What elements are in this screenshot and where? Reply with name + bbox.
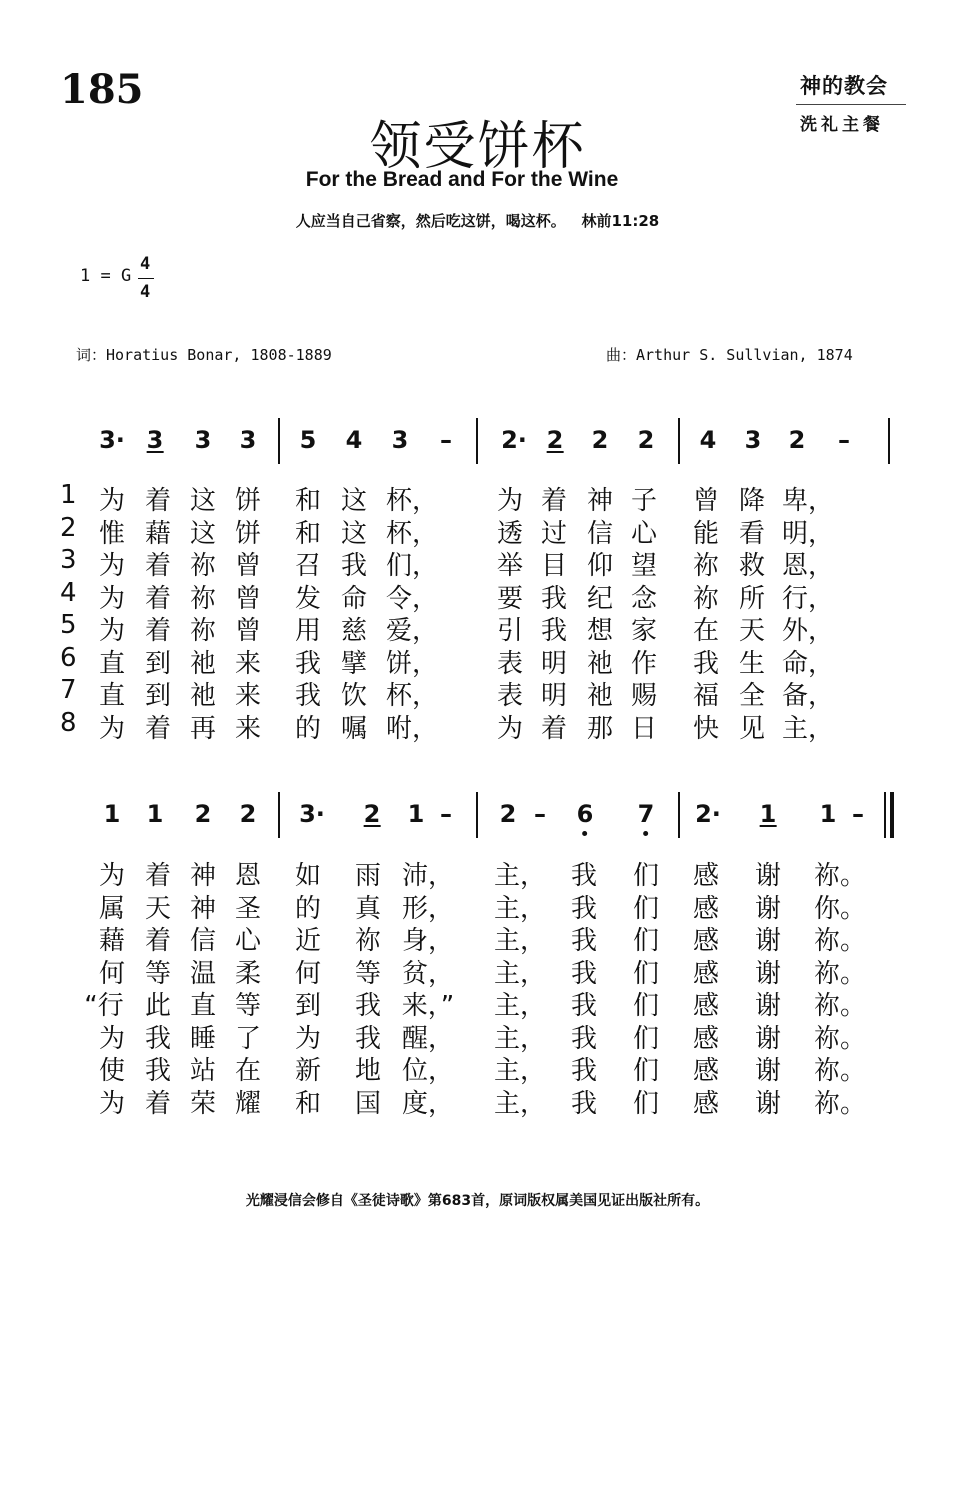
lyric-char: 行，: [781, 583, 835, 614]
lyric-char: 这: [340, 486, 368, 516]
lyric-char: 来: [234, 648, 262, 679]
lyric-char: 祂: [189, 681, 217, 711]
lyric-char: 我: [570, 893, 598, 924]
verse-number: 7: [60, 675, 77, 705]
lyric-char: 主，: [493, 958, 547, 989]
lyric-char: 着: [144, 926, 172, 956]
lyric-char: 纪: [586, 583, 614, 614]
lyric-char: 醒，: [401, 1023, 455, 1054]
low-octave-dot: [582, 831, 587, 836]
lyric-char: 着: [144, 583, 172, 614]
lyric-char: 我: [294, 681, 322, 711]
lyric-char: 耀: [234, 1088, 262, 1119]
barline: [476, 418, 478, 464]
lyric-char: 神: [189, 861, 217, 891]
lyric-char: 杯，: [385, 486, 439, 516]
note: 3·: [99, 426, 125, 454]
verse-number: 4: [60, 577, 77, 608]
lyric-char: 着: [540, 713, 568, 744]
lyric-char: 温: [189, 958, 217, 989]
lyric-char: 度，: [401, 1088, 455, 1119]
lyric-char: 感: [692, 893, 720, 924]
lyric-char: 来，”: [401, 991, 455, 1021]
lyric-char: 着: [144, 486, 172, 516]
lyric-char: 们: [632, 893, 660, 924]
time-signature-line: [138, 278, 154, 279]
lyric-char: 着: [144, 616, 172, 646]
lyric-char: 谢: [754, 926, 782, 956]
category-label: 神的教会: [800, 74, 888, 98]
underline-mark: [760, 825, 777, 827]
lyric-char: 家: [630, 616, 658, 646]
note: 2: [591, 426, 609, 454]
lyric-char: 曾: [234, 616, 262, 646]
underline-mark: [147, 451, 164, 453]
lyric-char: 这: [189, 486, 217, 516]
lyric-char: 们: [632, 958, 660, 989]
lyric-char: 为: [98, 713, 126, 744]
lyric-char: 降: [738, 486, 766, 516]
lyric-char: 念: [630, 583, 658, 614]
lyric-char: 们: [632, 1088, 660, 1119]
lyric-char: 主，: [781, 713, 835, 744]
lyric-char: 主，: [493, 926, 547, 956]
barline: [278, 792, 280, 838]
lyric-char: 我: [570, 861, 598, 891]
lyric-char: 感: [692, 1056, 720, 1086]
lyric-char: 赐: [630, 681, 658, 711]
lyric-char: 们: [632, 1023, 660, 1054]
note: 5: [299, 426, 317, 454]
note: 3: [194, 426, 212, 454]
key-signature: 1 = G: [80, 266, 132, 286]
lyric-char: 饮: [340, 681, 368, 711]
lyric-char: 使: [98, 1056, 126, 1086]
lyric-char: 们: [632, 926, 660, 956]
lyric-char: 我: [570, 1056, 598, 1086]
note: –: [440, 800, 452, 828]
lyric-char: 祂: [586, 648, 614, 679]
lyric-char: 你。: [813, 893, 867, 924]
lyric-char: 属: [98, 893, 126, 924]
lyric-char: 明: [540, 648, 568, 679]
lyric-char: 慈: [340, 616, 368, 646]
lyric-char: 祢。: [813, 861, 867, 891]
lyric-char: 形，: [401, 893, 455, 924]
hymn-number: 185: [60, 66, 144, 113]
lyric-char: 感: [692, 926, 720, 956]
lyric-char: 曾: [234, 583, 262, 614]
note: 6: [577, 800, 594, 828]
note: 7: [638, 800, 655, 828]
lyric-char: 透: [496, 518, 524, 549]
lyric-char: 我: [692, 648, 720, 679]
lyric-char: 和: [294, 486, 322, 516]
lyric-char: 外，: [781, 616, 835, 646]
note: 2: [637, 426, 655, 454]
lyric-char: 令，: [385, 583, 439, 614]
verse-number: 8: [60, 707, 77, 738]
note: 2: [788, 426, 806, 454]
lyric-char: 信: [586, 518, 614, 549]
lyric-char: 们: [632, 861, 660, 891]
lyric-char: 见: [738, 713, 766, 744]
note: 2: [363, 800, 381, 828]
lyric-char: 杯，: [385, 681, 439, 711]
scripture-verse: 人应当自己省察，然后吃这饼，喝这杯。 林前11:28: [295, 212, 660, 230]
lyric-char: 着: [144, 861, 172, 891]
lyric-char: 站: [189, 1056, 217, 1086]
lyric-char: 等: [234, 991, 262, 1021]
lyric-char: 所: [738, 583, 766, 614]
verse-number: 6: [60, 642, 77, 673]
note: 1: [146, 800, 164, 828]
lyric-char: 表: [496, 648, 524, 679]
note: 1: [819, 800, 837, 828]
lyric-char: 祢。: [813, 1023, 867, 1054]
lyric-char: 为: [294, 1023, 322, 1054]
lyric-char: 谢: [754, 958, 782, 989]
lyric-char: 为: [98, 583, 126, 614]
note: 1: [103, 800, 121, 828]
barline: [476, 792, 478, 838]
lyric-char: 柔: [234, 958, 262, 989]
lyric-char: 我: [570, 1023, 598, 1054]
lyric-char: 救: [738, 551, 766, 581]
note: 4: [699, 426, 717, 454]
verse-number: 2: [60, 512, 77, 543]
lyric-char: 那: [586, 713, 614, 744]
lyric-char: 恩: [234, 861, 262, 891]
note: –: [838, 426, 850, 454]
lyric-char: 再: [189, 713, 217, 744]
lyric-char: 祢: [189, 551, 217, 581]
hymn-title-chinese: 领受饼杯: [369, 117, 586, 177]
note: 4: [345, 426, 363, 454]
lyric-char: 日: [630, 713, 658, 744]
note: –: [534, 800, 546, 828]
lyric-char: 要: [496, 583, 524, 614]
lyric-char: 命，: [781, 648, 835, 679]
note: 2: [239, 800, 257, 828]
lyric-char: 到: [144, 681, 172, 711]
lyric-char: 祢。: [813, 926, 867, 956]
lyric-char: 和: [294, 518, 322, 549]
lyric-char: 感: [692, 861, 720, 891]
lyric-char: 此: [144, 991, 172, 1021]
note: –: [852, 800, 864, 828]
lyric-char: 神: [586, 486, 614, 516]
lyric-char: 看: [738, 518, 766, 549]
lyric-char: 备，: [781, 681, 835, 711]
lyric-char: 着: [144, 713, 172, 744]
note: 3: [744, 426, 762, 454]
lyric-char: 我: [144, 1023, 172, 1054]
lyric-char: 我: [354, 1023, 382, 1054]
lyric-char: 到: [294, 991, 322, 1021]
verse-number: 1: [60, 480, 77, 510]
note: 1: [407, 800, 425, 828]
final-barline: [890, 792, 894, 838]
lyric-char: 们: [632, 1056, 660, 1086]
lyric-char: 的: [294, 713, 322, 744]
low-octave-dot: [643, 831, 648, 836]
verse-number: 5: [60, 610, 77, 640]
lyric-char: 爱，: [385, 616, 439, 646]
lyric-char: 主，: [493, 991, 547, 1021]
lyric-char: 我: [144, 1056, 172, 1086]
lyric-char: 祢: [189, 616, 217, 646]
lyric-char: 天: [738, 616, 766, 646]
lyric-char: 我: [354, 991, 382, 1021]
barline: [678, 418, 680, 464]
lyric-char: 心: [234, 926, 262, 956]
lyric-char: 卑，: [781, 486, 835, 516]
lyric-char: 饼，: [385, 648, 439, 679]
lyric-char: 雨: [354, 861, 382, 891]
lyric-char: 主，: [493, 1088, 547, 1119]
lyric-char: 我: [570, 926, 598, 956]
lyric-char: 福: [692, 681, 720, 711]
lyric-char: 曾: [234, 551, 262, 581]
lyric-char: 祢: [354, 926, 382, 956]
note: 3: [391, 426, 409, 454]
lyric-char: 主，: [493, 1056, 547, 1086]
note: –: [440, 426, 452, 454]
lyric-char: 信: [189, 926, 217, 956]
lyric-char: 主，: [493, 893, 547, 924]
lyric-char: 主，: [493, 861, 547, 891]
lyric-char: 身，: [401, 926, 455, 956]
underline-mark: [364, 825, 381, 827]
note: 2: [194, 800, 212, 828]
lyric-char: 新: [294, 1056, 322, 1086]
lyric-char: 位，: [401, 1056, 455, 1086]
lyric-char: 谢: [754, 1056, 782, 1086]
lyric-char: 圣: [234, 893, 262, 924]
lyric-char: 谢: [754, 1023, 782, 1054]
lyric-char: 生: [738, 648, 766, 679]
lyric-char: 为: [98, 486, 126, 516]
lyric-char: 我: [294, 648, 322, 679]
lyric-char: 曾: [692, 486, 720, 516]
lyric-char: 藉: [98, 926, 126, 956]
lyric-char: 快: [692, 713, 720, 744]
lyric-char: 祢: [692, 551, 720, 581]
lyric-char: 直: [189, 991, 217, 1021]
lyric-char: 过: [540, 518, 568, 549]
lyric-char: 引: [496, 616, 524, 646]
lyric-char: 直: [98, 648, 126, 679]
lyric-char: 命: [340, 583, 368, 614]
barline: [884, 792, 886, 838]
lyric-char: 举: [496, 551, 524, 581]
lyric-char: 谢: [754, 1088, 782, 1119]
lyric-char: 如: [294, 861, 322, 891]
lyricist-credit: 词：Horatius Bonar, 1808-1889: [76, 346, 332, 364]
lyric-char: 心: [630, 518, 658, 549]
note: 2·: [501, 426, 527, 454]
lyric-char: 我: [570, 991, 598, 1021]
lyric-char: 谢: [754, 991, 782, 1021]
lyric-char: 全: [738, 681, 766, 711]
note: 3: [239, 426, 257, 454]
lyric-char: 为: [98, 551, 126, 581]
lyric-char: 直: [98, 681, 126, 711]
lyric-char: 国: [354, 1088, 382, 1119]
lyric-char: 的: [294, 893, 322, 924]
lyric-char: 祢。: [813, 1056, 867, 1086]
lyric-char: 到: [144, 648, 172, 679]
lyric-char: 天: [144, 893, 172, 924]
lyric-char: 仰: [586, 551, 614, 581]
lyric-char: 着: [144, 551, 172, 581]
subcategory-label: 洗礼主餐: [800, 115, 884, 135]
lyric-char: 望: [630, 551, 658, 581]
time-signature-top: 4: [140, 254, 151, 274]
lyric-char: 近: [294, 926, 322, 956]
lyric-char: “行: [84, 991, 124, 1021]
note: 2: [499, 800, 517, 828]
lyric-char: 主，: [493, 1023, 547, 1054]
lyric-char: 谢: [754, 861, 782, 891]
lyric-char: 子: [630, 486, 658, 516]
lyric-char: 们，: [385, 551, 439, 581]
time-signature-bottom: 4: [140, 282, 151, 302]
lyric-char: 来: [234, 713, 262, 744]
lyric-char: 感: [692, 1023, 720, 1054]
lyric-char: 祢。: [813, 991, 867, 1021]
lyric-char: 这: [189, 518, 217, 549]
lyric-char: 为: [98, 616, 126, 646]
lyric-char: 杯，: [385, 518, 439, 549]
lyric-char: 祢。: [813, 958, 867, 989]
lyric-char: 饼: [234, 518, 262, 549]
barline: [678, 792, 680, 838]
lyric-char: 我: [570, 958, 598, 989]
note: 2·: [695, 800, 721, 828]
barline: [278, 418, 280, 464]
composer-credit: 曲：Arthur S. Sullvian, 1874: [606, 346, 853, 364]
lyric-char: 我: [570, 1088, 598, 1119]
lyric-char: 能: [692, 518, 720, 549]
lyric-char: 来: [234, 681, 262, 711]
lyric-char: 等: [144, 958, 172, 989]
lyric-char: 召: [294, 551, 322, 581]
lyric-char: 我: [540, 583, 568, 614]
lyric-char: 祂: [189, 648, 217, 679]
lyric-char: 目: [540, 551, 568, 581]
barline: [888, 418, 890, 464]
lyric-char: 祢: [189, 583, 217, 614]
lyric-char: 咐，: [385, 713, 439, 744]
lyric-char: 何: [98, 958, 126, 989]
lyric-char: 发: [294, 583, 322, 614]
lyric-char: 恩，: [781, 551, 835, 581]
lyric-char: 嘱: [340, 713, 368, 744]
lyric-char: 感: [692, 991, 720, 1021]
lyric-char: 沛，: [401, 861, 455, 891]
lyric-char: 我: [540, 616, 568, 646]
lyric-char: 为: [98, 1088, 126, 1119]
lyric-char: 表: [496, 681, 524, 711]
lyric-char: 们: [632, 991, 660, 1021]
lyric-char: 真: [354, 893, 382, 924]
lyric-char: 藉: [144, 518, 172, 549]
lyric-char: 祂: [586, 681, 614, 711]
lyric-char: 我: [340, 551, 368, 581]
hymn-title-english: For the Bread and For the Wine: [305, 168, 619, 191]
lyric-char: 想: [586, 616, 614, 646]
lyric-char: 睡: [189, 1023, 217, 1054]
lyric-char: 荣: [189, 1088, 217, 1119]
lyric-char: 了: [234, 1023, 262, 1054]
lyric-char: 着: [540, 486, 568, 516]
copyright-footer: 光耀浸信会修自《圣徒诗歌》第683首，原词版权属美国见证出版社所有。: [245, 1193, 710, 1209]
lyric-char: 着: [144, 1088, 172, 1119]
lyric-char: 等: [354, 958, 382, 989]
lyric-char: 在: [692, 616, 720, 646]
lyric-char: 在: [234, 1056, 262, 1086]
lyric-char: 感: [692, 958, 720, 989]
lyric-char: 用: [294, 616, 322, 646]
note: 3: [146, 426, 164, 454]
underline-mark: [547, 451, 564, 453]
lyric-char: 惟: [98, 518, 126, 549]
note: 3·: [299, 800, 325, 828]
lyric-char: 谢: [754, 893, 782, 924]
lyric-char: 明，: [781, 518, 835, 549]
note: 2: [546, 426, 564, 454]
lyric-char: 何: [294, 958, 322, 989]
lyric-char: 贫，: [401, 958, 455, 989]
lyric-char: 明: [540, 681, 568, 711]
lyric-char: 为: [496, 486, 524, 516]
lyric-char: 擘: [340, 648, 368, 679]
lyric-char: 饼: [234, 486, 262, 516]
verse-number: 3: [60, 545, 77, 575]
lyric-char: 祢: [692, 583, 720, 614]
lyric-char: 感: [692, 1088, 720, 1119]
note: 1: [759, 800, 777, 828]
lyric-char: 地: [354, 1056, 382, 1086]
lyric-char: 这: [340, 518, 368, 549]
lyric-char: 作: [630, 648, 658, 679]
lyric-char: 为: [98, 861, 126, 891]
lyric-char: 神: [189, 893, 217, 924]
lyric-char: 为: [98, 1023, 126, 1054]
lyric-char: 祢。: [813, 1088, 867, 1119]
lyric-char: 和: [294, 1088, 322, 1119]
lyric-char: 为: [496, 713, 524, 744]
